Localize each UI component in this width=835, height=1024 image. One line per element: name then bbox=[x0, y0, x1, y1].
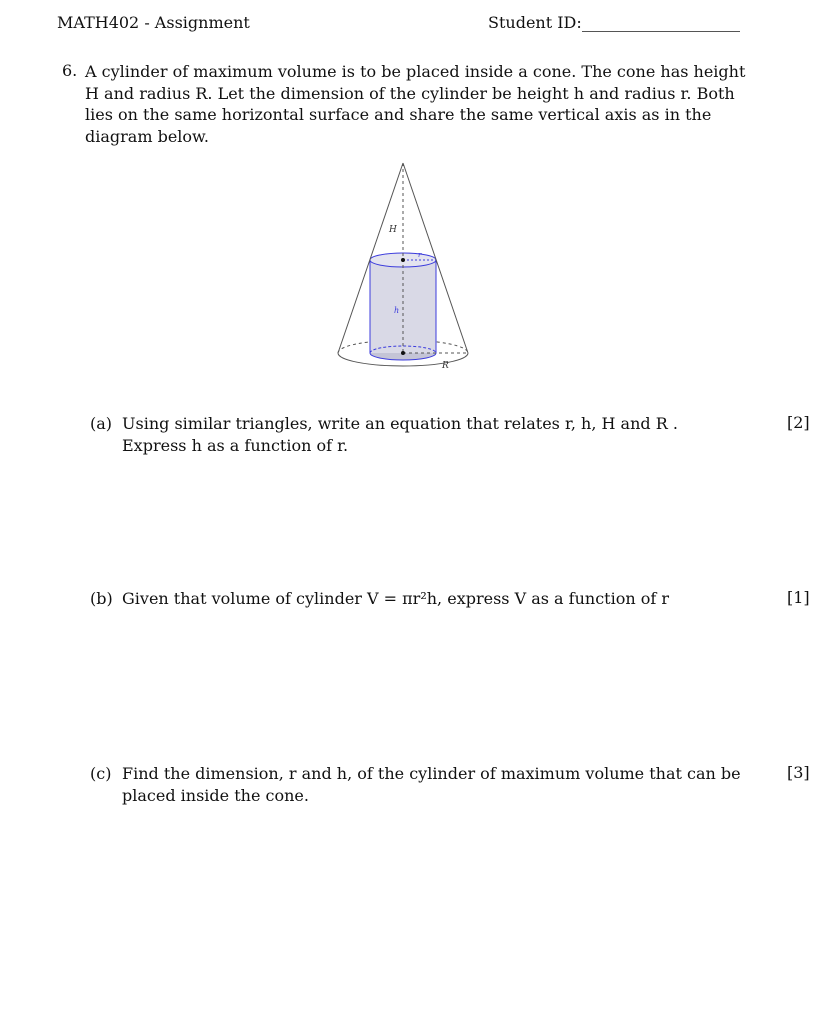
part-a-label: (a) bbox=[90, 414, 113, 433]
label-H: H bbox=[389, 225, 397, 235]
question-text: A cylinder of maximum volume is to be placed inside a cone. The cone has height H and radius R. Let the dimension of the cylinder be height h and radius r. Both lies on the same horizontal surface and share the same vertical axis as in the diagram below. bbox=[85, 62, 746, 146]
top-center-dot bbox=[401, 258, 405, 262]
part-b-marks: [1] bbox=[787, 588, 810, 607]
part-c-label: (c) bbox=[90, 764, 112, 783]
cone-cylinder-diagram bbox=[330, 155, 480, 380]
part-b-text: Given that volume of cylinder V = πr²h, express V as a function of r bbox=[122, 589, 670, 608]
label-r: r bbox=[418, 251, 422, 259]
student-id-label: Student ID: bbox=[488, 13, 582, 32]
part-a-text: Using similar triangles, write an equation that relates r, h, H and R . Express h as a function of r. bbox=[122, 414, 678, 455]
label-R: R bbox=[442, 361, 449, 371]
part-c-text: Find the dimension, r and h, of the cylinder of maximum volume that can be placed inside the cone. bbox=[122, 764, 741, 805]
question-number: 6. bbox=[62, 61, 78, 80]
part-b-label: (b) bbox=[90, 589, 113, 608]
student-id-line bbox=[582, 31, 740, 32]
part-c-marks: [3] bbox=[787, 763, 810, 782]
part-a-marks: [2] bbox=[787, 413, 810, 432]
course-title: MATH402 - Assignment bbox=[57, 13, 250, 32]
label-h: h bbox=[394, 306, 400, 315]
base-center-dot bbox=[401, 351, 405, 355]
